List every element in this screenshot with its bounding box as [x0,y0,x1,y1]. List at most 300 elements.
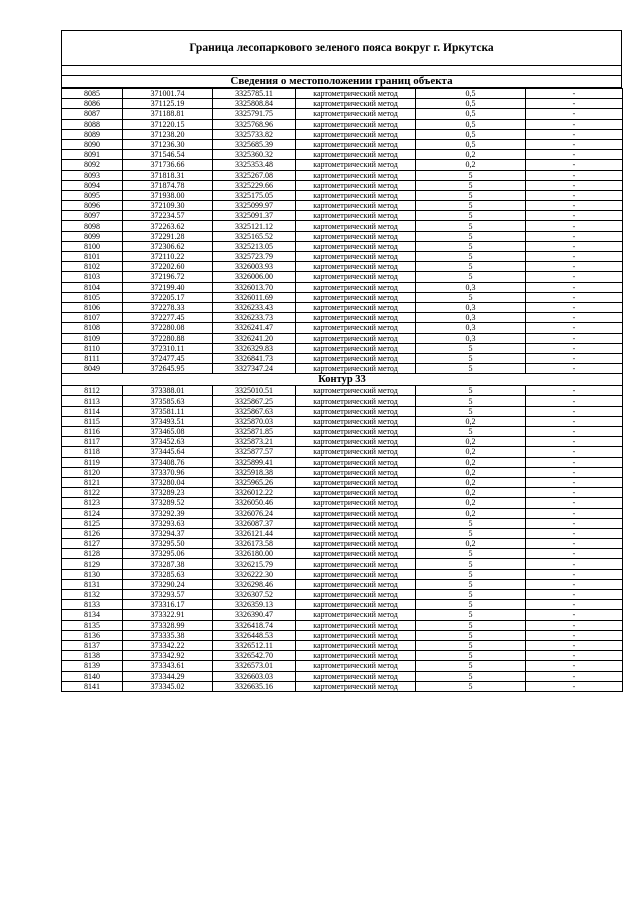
accuracy-cell: 0,2 [416,150,526,160]
coord-y-cell: 3326603.03 [213,671,296,681]
section-title: Сведения о местоположении границ объекта [62,76,621,88]
coord-x-cell: 373292.39 [123,508,213,518]
table-row [62,498,623,508]
accuracy-cell: 0,2 [416,447,526,457]
accuracy-cell: 5 [416,590,526,600]
method-cell: картометрический метод [296,99,416,109]
accuracy-cell: 0,3 [416,333,526,343]
point-number-cell: 8115 [62,416,123,426]
coord-y-cell: 3326512.11 [213,640,296,650]
accuracy-cell: 0,3 [416,323,526,333]
method-cell: картометрический метод [296,518,416,528]
point-number-cell: 8123 [62,498,123,508]
accuracy-cell: 5 [416,190,526,200]
method-cell: картометрический метод [296,498,416,508]
document-header [61,30,622,88]
method-cell: картометрический метод [296,437,416,447]
description-cell: - [526,221,623,231]
method-cell: картометрический метод [296,241,416,251]
table-row [62,610,623,620]
point-number-cell: 8135 [62,620,123,630]
accuracy-cell: 0,3 [416,302,526,312]
accuracy-cell: 5 [416,221,526,231]
coord-x-cell: 373290.24 [123,579,213,589]
coord-y-cell: 3326215.79 [213,559,296,569]
method-cell: картометрический метод [296,630,416,640]
coord-x-cell: 372263.62 [123,221,213,231]
coord-x-cell: 373295.50 [123,539,213,549]
coord-x-cell: 372278.33 [123,302,213,312]
accuracy-cell: 5 [416,386,526,396]
accuracy-cell: 5 [416,630,526,640]
coord-x-cell: 372109.30 [123,201,213,211]
accuracy-cell: 0,2 [416,160,526,170]
coord-y-cell: 3326012.22 [213,488,296,498]
method-cell: картометрический метод [296,353,416,363]
coordinates-table-body [62,89,623,692]
point-number-cell: 8139 [62,661,123,671]
coord-y-cell: 3326542.70 [213,651,296,661]
coord-x-cell: 373581.11 [123,406,213,416]
method-cell: картометрический метод [296,427,416,437]
table-row [62,150,623,160]
accuracy-cell: 5 [416,272,526,282]
coord-x-cell: 372205.17 [123,292,213,302]
description-cell: - [526,364,623,374]
point-number-cell: 8121 [62,477,123,487]
accuracy-cell: 0,5 [416,109,526,119]
coord-y-cell: 3326006.00 [213,272,296,282]
method-cell: картометрический метод [296,272,416,282]
method-cell: картометрический метод [296,457,416,467]
method-cell: картометрический метод [296,364,416,374]
method-cell: картометрический метод [296,640,416,650]
point-number-cell: 8138 [62,651,123,661]
point-number-cell: 8105 [62,292,123,302]
coord-x-cell: 373370.96 [123,467,213,477]
coord-y-cell: 3326635.16 [213,681,296,691]
point-number-cell: 8128 [62,549,123,559]
coord-y-cell: 3326573.01 [213,661,296,671]
accuracy-cell: 5 [416,241,526,251]
table-row [62,386,623,396]
accuracy-cell: 0,3 [416,282,526,292]
method-cell: картометрический метод [296,386,416,396]
point-number-cell: 8119 [62,457,123,467]
coord-y-cell: 3326087.37 [213,518,296,528]
coord-y-cell: 3326222.30 [213,569,296,579]
table-row [62,180,623,190]
method-cell: картометрический метод [296,406,416,416]
coord-y-cell: 3326390.47 [213,610,296,620]
table-row [62,119,623,129]
table-row [62,457,623,467]
table-row [62,252,623,262]
method-cell: картометрический метод [296,569,416,579]
accuracy-cell: 0,5 [416,89,526,99]
accuracy-cell: 5 [416,180,526,190]
method-cell: картометрический метод [296,488,416,498]
method-cell: картометрический метод [296,447,416,457]
accuracy-cell: 0,5 [416,119,526,129]
coord-y-cell: 3326307.52 [213,590,296,600]
table-row [62,170,623,180]
table-row [62,661,623,671]
accuracy-cell: 5 [416,610,526,620]
table-row [62,569,623,579]
description-cell: - [526,681,623,691]
point-number-cell: 8108 [62,323,123,333]
description-cell: - [526,231,623,241]
description-cell: - [526,569,623,579]
method-cell: картометрический метод [296,180,416,190]
description-cell: - [526,406,623,416]
coord-y-cell: 3325733.82 [213,129,296,139]
method-cell: картометрический метод [296,262,416,272]
method-cell: картометрический метод [296,661,416,671]
coord-x-cell: 373465.08 [123,427,213,437]
accuracy-cell: 0,2 [416,457,526,467]
description-cell: - [526,211,623,221]
point-number-cell: 8102 [62,262,123,272]
point-number-cell: 8126 [62,528,123,538]
coord-y-cell: 3326011.69 [213,292,296,302]
coord-x-cell: 372306.62 [123,241,213,251]
coord-y-cell: 3325768.96 [213,119,296,129]
method-cell: картометрический метод [296,620,416,630]
method-cell: картометрический метод [296,477,416,487]
coord-y-cell: 3325785.11 [213,89,296,99]
accuracy-cell: 5 [416,651,526,661]
point-number-cell: 8124 [62,508,123,518]
table-row [62,313,623,323]
coord-y-cell: 3325871.85 [213,427,296,437]
coord-x-cell: 371220.15 [123,119,213,129]
point-number-cell: 8130 [62,569,123,579]
coord-x-cell: 373293.63 [123,518,213,528]
point-number-cell: 8091 [62,150,123,160]
accuracy-cell: 5 [416,528,526,538]
accuracy-cell: 5 [416,252,526,262]
table-row [62,364,623,374]
method-cell: картометрический метод [296,579,416,589]
accuracy-cell: 0,2 [416,477,526,487]
method-cell: картометрический метод [296,651,416,661]
coord-x-cell: 373342.92 [123,651,213,661]
coord-x-cell: 371874.78 [123,180,213,190]
coord-x-cell: 371546.54 [123,150,213,160]
method-cell: картометрический метод [296,231,416,241]
coord-y-cell: 3326180.00 [213,549,296,559]
description-cell: - [526,333,623,343]
description-cell: - [526,590,623,600]
method-cell: картометрический метод [296,292,416,302]
point-number-cell: 8089 [62,129,123,139]
accuracy-cell: 0,2 [416,437,526,447]
coord-x-cell: 373342.22 [123,640,213,650]
coord-x-cell: 372196.72 [123,272,213,282]
coord-x-cell: 372110.22 [123,252,213,262]
method-cell: картометрический метод [296,170,416,180]
coord-y-cell: 3327347.24 [213,364,296,374]
coord-y-cell: 3325353.48 [213,160,296,170]
description-cell: - [526,600,623,610]
coord-y-cell: 3326418.74 [213,620,296,630]
coord-y-cell: 3325165.52 [213,231,296,241]
description-cell: - [526,139,623,149]
description-cell: - [526,396,623,406]
method-cell: картометрический метод [296,559,416,569]
description-cell: - [526,651,623,661]
table-row [62,343,623,353]
description-cell: - [526,488,623,498]
table-row [62,590,623,600]
method-cell: картометрический метод [296,201,416,211]
point-number-cell: 8085 [62,89,123,99]
description-cell: - [526,190,623,200]
coord-y-cell: 3326233.73 [213,313,296,323]
coord-y-cell: 3325229.66 [213,180,296,190]
method-cell: картометрический метод [296,528,416,538]
coord-x-cell: 371236.30 [123,139,213,149]
point-number-cell: 8096 [62,201,123,211]
table-row [62,518,623,528]
accuracy-cell: 5 [416,231,526,241]
table-row [62,427,623,437]
coord-x-cell: 371818.31 [123,170,213,180]
accuracy-cell: 5 [416,600,526,610]
coord-x-cell: 373289.23 [123,488,213,498]
point-number-cell: 8118 [62,447,123,457]
table-row [62,396,623,406]
coord-x-cell: 372310.11 [123,343,213,353]
point-number-cell: 8132 [62,590,123,600]
point-number-cell: 8109 [62,333,123,343]
accuracy-cell: 5 [416,343,526,353]
table-row [62,539,623,549]
description-cell: - [526,201,623,211]
method-cell: картометрический метод [296,89,416,99]
description-cell: - [526,457,623,467]
method-cell: картометрический метод [296,221,416,231]
coord-x-cell: 373335.38 [123,630,213,640]
coord-y-cell: 3326173.58 [213,539,296,549]
table-row [62,89,623,99]
point-number-cell: 8100 [62,241,123,251]
point-number-cell: 8092 [62,160,123,170]
coordinates-table [61,88,623,692]
point-number-cell: 8125 [62,518,123,528]
coord-x-cell: 373328.99 [123,620,213,630]
coord-x-cell: 373294.37 [123,528,213,538]
point-number-cell: 8093 [62,170,123,180]
point-number-cell: 8116 [62,427,123,437]
table-row [62,190,623,200]
accuracy-cell: 5 [416,353,526,363]
method-cell: картометрический метод [296,467,416,477]
table-row [62,282,623,292]
accuracy-cell: 0,2 [416,508,526,518]
method-cell: картометрический метод [296,323,416,333]
method-cell: картометрический метод [296,590,416,600]
description-cell: - [526,252,623,262]
description-cell: - [526,386,623,396]
accuracy-cell: 5 [416,559,526,569]
description-cell: - [526,241,623,251]
method-cell: картометрический метод [296,681,416,691]
method-cell: картометрический метод [296,333,416,343]
table-row [62,579,623,589]
method-cell: картометрический метод [296,129,416,139]
description-cell: - [526,671,623,681]
description-cell: - [526,170,623,180]
accuracy-cell: 5 [416,170,526,180]
table-row [62,109,623,119]
coord-x-cell: 373585.63 [123,396,213,406]
method-cell: картометрический метод [296,160,416,170]
coord-x-cell: 372477.45 [123,353,213,363]
accuracy-cell: 0,5 [416,129,526,139]
coord-y-cell: 3325175.05 [213,190,296,200]
point-number-cell: 8137 [62,640,123,650]
table-row [62,139,623,149]
coord-y-cell: 3326298.46 [213,579,296,589]
document-title: Граница лесопаркового зеленого пояса вокруг г. Иркутска [62,31,621,66]
accuracy-cell: 5 [416,201,526,211]
accuracy-cell: 5 [416,640,526,650]
point-number-cell: 8088 [62,119,123,129]
coord-x-cell: 373285.63 [123,569,213,579]
point-number-cell: 8120 [62,467,123,477]
description-cell: - [526,427,623,437]
coord-y-cell: 3326241.20 [213,333,296,343]
coord-y-cell: 3325791.75 [213,109,296,119]
accuracy-cell: 5 [416,549,526,559]
coord-y-cell: 3325723.79 [213,252,296,262]
description-cell: - [526,292,623,302]
coord-x-cell: 372280.08 [123,323,213,333]
table-row [62,671,623,681]
table-row [62,129,623,139]
coord-x-cell: 372199.40 [123,282,213,292]
table-row [62,302,623,312]
description-cell: - [526,160,623,170]
description-cell: - [526,129,623,139]
description-cell: - [526,508,623,518]
coord-y-cell: 3326013.70 [213,282,296,292]
method-cell: картометрический метод [296,671,416,681]
table-row [62,272,623,282]
point-number-cell: 8094 [62,180,123,190]
coord-y-cell: 3325121.12 [213,221,296,231]
description-cell: - [526,89,623,99]
point-number-cell: 8113 [62,396,123,406]
description-cell: - [526,302,623,312]
description-cell: - [526,579,623,589]
coord-y-cell: 3325877.57 [213,447,296,457]
accuracy-cell: 5 [416,396,526,406]
point-number-cell: 8134 [62,610,123,620]
contour-row [62,374,623,386]
method-cell: картометрический метод [296,600,416,610]
table-row [62,528,623,538]
table-row [62,353,623,363]
coord-x-cell: 372202.60 [123,262,213,272]
description-cell: - [526,467,623,477]
coord-x-cell: 373293.57 [123,590,213,600]
coord-x-cell: 372280.88 [123,333,213,343]
accuracy-cell: 0,2 [416,488,526,498]
accuracy-cell: 5 [416,681,526,691]
table-row [62,620,623,630]
point-number-cell: 8107 [62,313,123,323]
coord-x-cell: 371938.00 [123,190,213,200]
accuracy-cell: 5 [416,579,526,589]
coord-x-cell: 373452.63 [123,437,213,447]
coord-x-cell: 373345.02 [123,681,213,691]
table-row [62,262,623,272]
point-number-cell: 8090 [62,139,123,149]
table-row [62,651,623,661]
accuracy-cell: 5 [416,518,526,528]
table-row [62,477,623,487]
description-cell: - [526,518,623,528]
accuracy-cell: 5 [416,620,526,630]
coord-x-cell: 373316.17 [123,600,213,610]
coord-x-cell: 371736.66 [123,160,213,170]
coord-y-cell: 3326359.13 [213,600,296,610]
point-number-cell: 8111 [62,353,123,363]
description-cell: - [526,640,623,650]
table-row [62,549,623,559]
accuracy-cell: 5 [416,211,526,221]
table-row [62,201,623,211]
table-row [62,406,623,416]
coord-y-cell: 3325870.03 [213,416,296,426]
description-cell: - [526,447,623,457]
table-row [62,488,623,498]
point-number-cell: 8099 [62,231,123,241]
coord-x-cell: 372234.57 [123,211,213,221]
method-cell: картометрический метод [296,343,416,353]
accuracy-cell: 5 [416,364,526,374]
coord-x-cell: 373287.38 [123,559,213,569]
coord-y-cell: 3325873.21 [213,437,296,447]
accuracy-cell: 0,5 [416,99,526,109]
coord-x-cell: 372645.95 [123,364,213,374]
coord-x-cell: 373445.64 [123,447,213,457]
description-cell: - [526,262,623,272]
description-cell: - [526,661,623,671]
accuracy-cell: 0,2 [416,498,526,508]
description-cell: - [526,528,623,538]
coord-y-cell: 3325213.05 [213,241,296,251]
description-cell: - [526,180,623,190]
table-row [62,99,623,109]
description-cell: - [526,610,623,620]
table-row [62,508,623,518]
table-row [62,221,623,231]
table-row [62,211,623,221]
description-cell: - [526,498,623,508]
point-number-cell: 8141 [62,681,123,691]
coord-x-cell: 373280.04 [123,477,213,487]
point-number-cell: 8114 [62,406,123,416]
description-cell: - [526,437,623,447]
table-row [62,241,623,251]
coord-x-cell: 373388.01 [123,386,213,396]
method-cell: картометрический метод [296,416,416,426]
